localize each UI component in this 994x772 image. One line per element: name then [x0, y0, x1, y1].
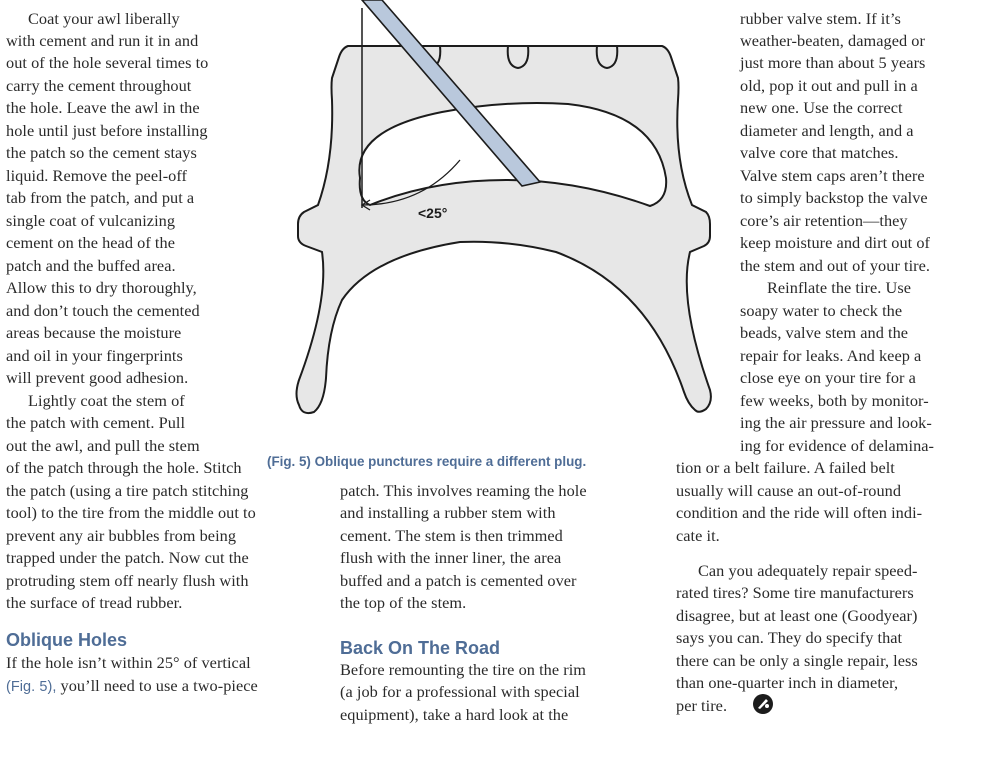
paragraph-line: diameter and length, and a — [740, 121, 914, 140]
paragraph-line: new one. Use the correct — [740, 98, 903, 117]
paragraph-line: the top of the stem. — [340, 593, 467, 612]
paragraph-line: Before remounting the tire on the rim — [340, 660, 586, 679]
paragraph-line: out the awl, and pull the stem — [6, 436, 200, 455]
paragraph-line: close eye on your tire for a — [740, 368, 916, 387]
paragraph-line-text: you’ll need to use a two-piece — [60, 676, 258, 695]
paragraph-line: of the patch through the hole. Stitch — [6, 458, 242, 477]
paragraph-line: tool) to the tire from the middle out to — [6, 503, 256, 522]
paragraph-line: usually will cause an out-of-round — [676, 481, 902, 500]
paragraph-line: If the hole isn’t within 25° of vertical — [6, 653, 251, 672]
paragraph-line: rubber valve stem. If it’s — [740, 9, 901, 28]
paragraph-line: protruding stem off nearly flush with — [6, 571, 249, 590]
paragraph-line: tab from the patch, and put a — [6, 188, 195, 207]
figure-caption: (Fig. 5) Oblique punctures require a different plug. — [267, 454, 587, 469]
paragraph-line: repair for leaks. And keep a — [740, 346, 922, 365]
section-heading-oblique-holes: Oblique Holes — [6, 630, 128, 650]
paragraph-line: Coat your awl liberally — [28, 9, 180, 28]
end-mark-icon — [752, 693, 774, 715]
paragraph-line: valve core that matches. — [740, 143, 899, 162]
paragraph-line: there can be only a single repair, less — [676, 651, 918, 670]
paragraph-line: carry the cement throughout — [6, 76, 192, 95]
paragraph-line: says you can. They do specify that — [676, 628, 903, 647]
paragraph-line: just more than about 5 years — [740, 53, 926, 72]
section-heading-back-on-the-road: Back On The Road — [340, 638, 501, 658]
paragraph-line: hole until just before installing — [6, 121, 208, 140]
paragraph-line: single coat of vulcanizing — [6, 211, 176, 230]
paragraph-line: Allow this to dry thoroughly, — [6, 278, 197, 297]
paragraph-line: trapped under the patch. Now cut the — [6, 548, 249, 567]
paragraph-line: Valve stem caps aren’t there — [740, 166, 925, 185]
paragraph-line — [6, 675, 258, 698]
paragraph-line: Reinflate the tire. Use — [767, 278, 912, 297]
paragraph-line: condition and the ride will often indi- — [676, 503, 923, 522]
paragraph-line: tion or a belt failure. A failed belt — [676, 458, 895, 477]
paragraph-line: cate it. — [676, 526, 720, 545]
paragraph-line: disagree, but at least one (Goodyear) — [676, 606, 918, 625]
paragraph-line: soapy water to check the — [740, 301, 903, 320]
paragraph-line: prevent any air bubbles from being — [6, 526, 237, 545]
paragraph-line: ing the air pressure and look- — [740, 413, 932, 432]
paragraph-line: buffed and a patch is cemented over — [340, 571, 577, 590]
paragraph-line: ing for evidence of delamina- — [740, 436, 935, 455]
paragraph-line: with cement and run it in and — [6, 31, 199, 50]
tire-cross-section — [297, 46, 711, 413]
paragraph-line: Lightly coat the stem of — [28, 391, 185, 410]
paragraph-line: will prevent good adhesion. — [6, 368, 189, 387]
paragraph-line: old, pop it out and pull in a — [740, 76, 918, 95]
paragraph-line: the patch with cement. Pull — [6, 413, 186, 432]
paragraph-line: and don’t touch the cemented — [6, 301, 200, 320]
figure-reference-link[interactable]: (Fig. 5), — [6, 679, 57, 695]
paragraph-line: patch. This involves reaming the hole — [340, 481, 587, 500]
paragraph-line: cement. The stem is then trimmed — [340, 526, 563, 545]
paragraph-line: rated tires? Some tire manufacturers — [676, 583, 914, 602]
paragraph-line: cement on the head of the — [6, 233, 175, 252]
paragraph-line: the patch so the cement stays — [6, 143, 197, 162]
tire-cross-section-figure — [282, 0, 752, 445]
paragraph-line: per tire. — [676, 696, 728, 715]
paragraph-line: and installing a rubber stem with — [340, 503, 556, 522]
paragraph-line: keep moisture and dirt out of — [740, 233, 930, 252]
paragraph-line: the patch (using a tire patch stitching — [6, 481, 249, 500]
paragraph-line: patch and the buffed area. — [6, 256, 176, 275]
angle-label: <25° — [418, 205, 448, 221]
paragraph-line: than one-quarter inch in diameter, — [676, 673, 899, 692]
paragraph-line: the stem and out of your tire. — [740, 256, 931, 275]
paragraph-line: out of the hole several times to — [6, 53, 209, 72]
paragraph-line: and oil in your fingerprints — [6, 346, 183, 365]
paragraph-line: beads, valve stem and the — [740, 323, 909, 342]
paragraph-line: the hole. Leave the awl in the — [6, 98, 200, 117]
paragraph-line: liquid. Remove the peel-off — [6, 166, 187, 185]
paragraph-line: weather-beaten, damaged or — [740, 31, 925, 50]
paragraph-line: Can you adequately repair speed- — [698, 561, 918, 580]
paragraph-line: to simply backstop the valve — [740, 188, 928, 207]
paragraph-line: few weeks, both by monitor- — [740, 391, 929, 410]
paragraph-line: flush with the inner liner, the area — [340, 548, 562, 567]
paragraph-line: core’s air retention—they — [740, 211, 908, 230]
paragraph-line: (a job for a professional with special — [340, 682, 580, 701]
paragraph-line: equipment), take a hard look at the — [340, 705, 569, 724]
paragraph-line: areas because the moisture — [6, 323, 182, 342]
paragraph-line: the surface of tread rubber. — [6, 593, 183, 612]
